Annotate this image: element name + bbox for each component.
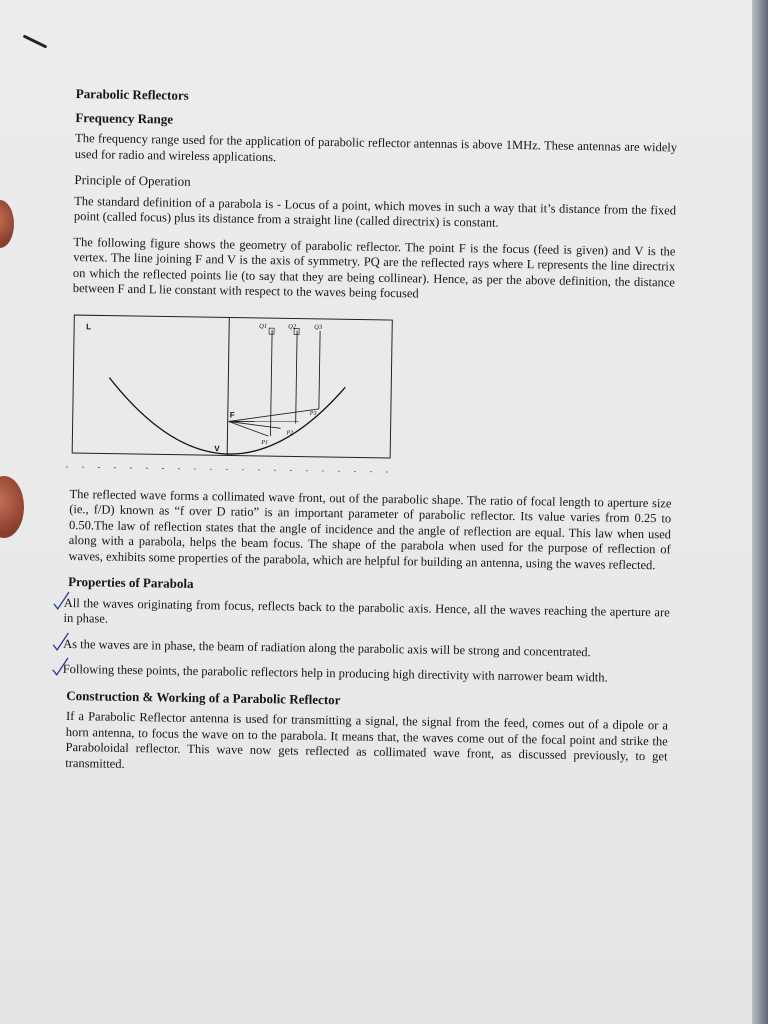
ray-f-p1 — [229, 421, 281, 428]
label-p1: P1 — [261, 439, 269, 446]
properties-heading: Properties of Parabola — [68, 574, 194, 591]
ray-q3 — [319, 330, 320, 408]
checkmark-icon — [51, 656, 71, 678]
frequency-heading: Frequency Range — [75, 109, 174, 127]
label-l: L — [86, 321, 92, 331]
checkmark-icon — [52, 589, 72, 611]
ray-f-p2 — [229, 420, 299, 422]
directrix-dashes — [66, 466, 396, 471]
label-f: F — [229, 410, 235, 420]
label-p3: P3 — [309, 410, 317, 417]
ray-f-p3 — [229, 407, 319, 422]
collimated-paragraph: The reflected wave forms a collimated wave front, out of the parabolic shape. The ratio of focal length to aperture size (ie., f/D) known as “f over D ratio” is an important parameter of parabolic reflector. Its value varies from 0.25 to 0.50.The law of reflection states that the angle of incidence and the angle of reflection are equal. This law when used along with a parabola, helps the beam focus. The shape of the parabola when used for the purpose of reflection of waves, exhibits some properties of the parabola, which are helpful for building an antenna, using the waves reflected. — [68, 486, 672, 572]
paper-edge-shadow — [752, 0, 768, 1024]
label-q1: Q1 — [259, 322, 268, 330]
document-content — [61, 82, 678, 790]
property-item-2 — [63, 636, 669, 661]
frequency-paragraph: The frequency range used for the application of parabolic reflector antennas is above 1MHz. These antennas are widely used for radio and wireless applications. — [74, 131, 678, 164]
label-q3: Q3 — [314, 323, 323, 331]
q1-marker — [269, 328, 274, 334]
property-item-3 — [63, 662, 669, 687]
label-v: V — [214, 443, 220, 453]
figure-frame — [72, 315, 392, 458]
figure-intro-paragraph: The following figure shows the geometry of parabolic reflector. The point F is the focus (feed is given) and V is the vertex. The line joining F and V is the axis of symmetry. PQ are the reflected rays where L represents the line directrix on which the reflected points lie (to say that they are being collinear). Hence, as per the above definition, the distance between F and L lie constant with respect to the waves being focused — [72, 234, 676, 301]
property-text-1: All the waves originating from focus, reflects back to the parabolic axis. Hence, all the waves reaching the aperture are in phase. — [63, 595, 670, 626]
construction-paragraph: If a Parabolic Reflector antenna is used for transmitting a signal, the signal from the feed, comes out of a dipole or a horn antenna, to focus the wave on to the parabola. It means that, the waves come out of the focal point and strike the Paraboloidal reflector. This wave now gets reflected as collimated wave front, as discussed previously, to get transmitted. — [65, 708, 669, 771]
ray-q2 — [296, 330, 297, 423]
ray-q1 — [270, 330, 272, 436]
checkmark-icon — [51, 630, 71, 652]
principle-paragraph: The standard definition of a parabola is - Locus of a point, which moves in such a way that it’s distance from the fixed point (called focus) plus its distance from a straight line (called directrix) is constant. — [73, 193, 677, 230]
doc-title: Parabolic Reflectors — [75, 86, 189, 103]
label-q2: Q2 — [288, 322, 297, 331]
property-text-2: As the waves are in phase, the beam of radiation along the parabolic axis will be strong and concentrated. — [63, 636, 591, 659]
property-item-1 — [63, 595, 669, 636]
parabola-diagram — [66, 306, 409, 479]
construction-heading: Construction & Working of a Parabolic Reflector — [66, 687, 341, 707]
parabola-figure — [66, 306, 675, 483]
axis-line — [227, 317, 229, 455]
principle-heading: Principle of Operation — [74, 172, 191, 189]
property-text-3: Following these points, the parabolic reflectors help in producing high directivity with narrower beam width. — [62, 661, 608, 685]
label-p2: P2 — [286, 429, 294, 437]
